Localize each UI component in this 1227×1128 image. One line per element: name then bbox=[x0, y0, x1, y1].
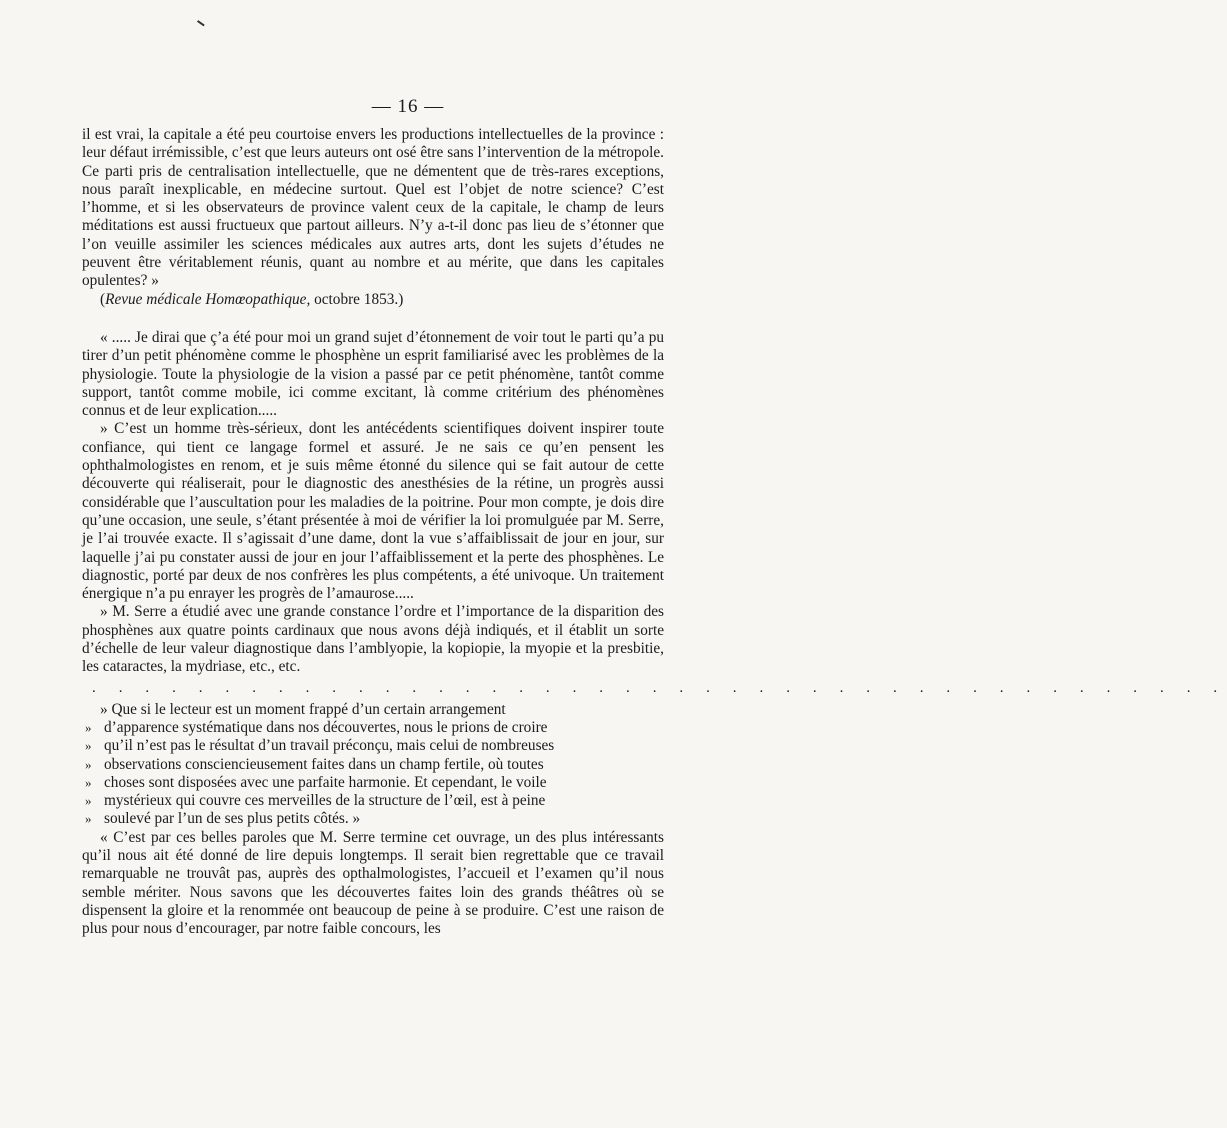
quoted-line: » mystérieux qui couvre ces merveilles de la structure de l’œil, est à peine bbox=[85, 792, 546, 810]
quote-mark: » bbox=[85, 793, 92, 809]
paragraph-4: » M. Serre a étudié avec une grande constance l’ordre et l’importance de la disparition des phosphènes aux quatre points cardinaux que nous avons déjà indiqués, et il établit un sorte d’échelle de leur valeur diagnostique dans l’amblyopie, la kopiopie, la myopie et la presbitie, les cataractes, la mydriase, etc., etc. bbox=[82, 603, 664, 676]
paragraph-2: « ..... Je dirai que ç’a été pour moi un grand sujet d’étonnement de voir tout le parti qu’a pu tirer d’un petit phénomène comme le phosphène un esprit familiarisé avec les problèmes de la physiologie. Toute la physiologie de la vision a passé par ce petit phénomène, tantôt comme support, tantôt comme mobile, ici comme excitant, là comme critérium des phénomènes connus et de leur explication..... bbox=[82, 328, 664, 420]
quoted-line: » d’apparence systématique dans nos découvertes, nous le prions de croire bbox=[85, 718, 548, 736]
paragraph-1: il est vrai, la capitale a été peu courtoise envers les productions intellectuelles de la province : leur défaut irrémissible, c’est que leurs auteurs ont osé être sans l’intervention de la métropole. Ce parti pris de centralisation intellectuelle, que ne démentent que de très-rares exceptions, nous paraît inexplicable, en médecine surtout. Quel est l’objet de notre science? C’est l’homme, et si les observateurs de province valent ceux de la capitale, le champ de leurs méditations est aussi fructueux que partout ailleurs. N’y a-t-il donc pas lieu de s’étonner que l’on veuille assimiler les sciences médicales aux autres arts, dont les sujets d’études ne peuvent être véritablement réunis, quant au nombre et au mérite, que dans les capitales opulentes? » bbox=[82, 126, 664, 290]
print-mark bbox=[195, 20, 204, 29]
citation-1 bbox=[82, 291, 664, 309]
quote-mark: » bbox=[85, 756, 92, 772]
page-number: — 16 — bbox=[371, 96, 445, 117]
quoted-line: » choses sont disposées avec une parfaite harmonie. Et cependant, le voile bbox=[85, 773, 547, 791]
quote-mark: » bbox=[85, 719, 92, 735]
citation-source: Revue médicale Homœopathique, bbox=[105, 290, 311, 308]
quoted-line: » soulevé par l’un de ses plus petits côtés. » bbox=[85, 810, 361, 828]
page bbox=[82, 96, 1227, 938]
paragraph-3: » C’est un homme très-sérieux, dont les antécédents scientifiques doivent inspirer toute confiance, qui tient ce langage formel et assuré. Je ne sais ce qu’en pensent les ophthalmologistes en renom, et je suis même étonné du silence qui se fait autour de cette découverte qui réaliserait, pour le diagnostic des anesthésies de la rétine, un progrès aussi considérable que l’auscultation pour les maladies de la poitrine. Pour mon compte, je dois dire qu’une occasion, une seule, s’étant présentée à moi de vérifier la loi promulguée par M. Serre, je l’ai trouvée exacte. Il s’agissait d’une dame, dont la vue s’affaiblissait de jour en jour, sur laquelle j’ai pu constater aussi de jour en jour l’affaiblissement et la perte des phosphènes. Le diagnostic, porté par deux de nos confrères les plus compétents, a été univoque. Un traitement énergique n’a pu enrayer les progrès de l’amaurose..... bbox=[82, 420, 664, 603]
quoted-line: » qu’il n’est pas le résultat d’un travail préconçu, mais celui de nombreuses bbox=[85, 737, 555, 755]
paragraph-6: « C’est par ces belles paroles que M. Serre termine cet ouvrage, un des plus intéressants qu’il nous ait été donné de lire depuis longtemps. Il serait bien regrettable que ce travail remarquable ne trouvât pas, auprès des opthalmologistes, l’accueil et l’examen qu’il nous semble mériter. Nous savons que les découvertes faites loin des grands théâtres où se dispensent la gloire et la renommée ont beaucoup de peine à se produire. C’est une raison de plus pour nous d’encourager, par notre faible concours, les bbox=[82, 828, 664, 938]
ellipsis-divider: . . . . . . . . . . . . . . . . . . . . . . . . . . . . . . . . . . . . . . . . . . . bbox=[92, 679, 1227, 696]
citation-open: ( bbox=[100, 290, 106, 308]
citation-date: octobre 1853.) bbox=[310, 290, 404, 308]
quoted-lines bbox=[82, 719, 664, 829]
quoted-line: » observations consciencieusement faites dans un champ fertile, où toutes bbox=[85, 755, 544, 773]
quote-mark: » bbox=[85, 811, 92, 827]
paragraph-5-first-line: » Que si le lecteur est un moment frappé d’un certain arrangement bbox=[100, 700, 506, 718]
quote-mark: » bbox=[85, 738, 92, 754]
quote-mark: » bbox=[85, 774, 92, 790]
